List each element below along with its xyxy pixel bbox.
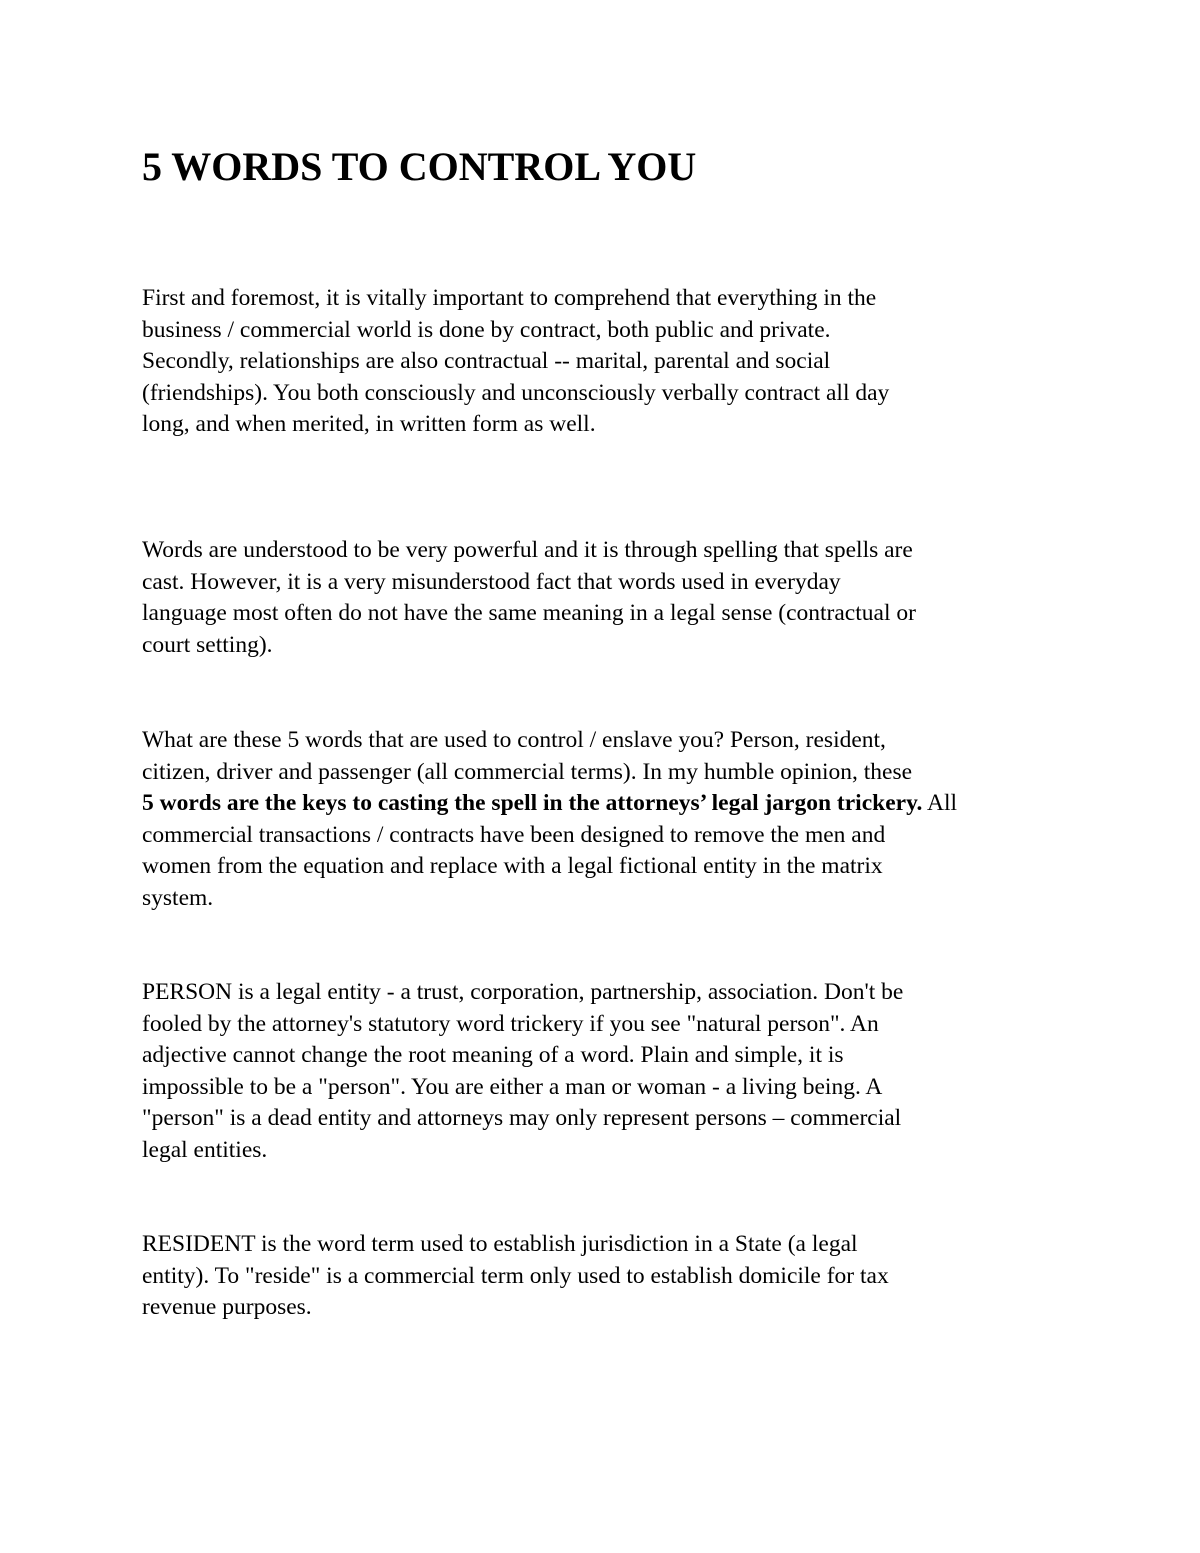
paragraph-contracts bbox=[142, 283, 1062, 441]
text-line: First and foremost, it is vitally important to comprehend that everything in the bbox=[142, 285, 877, 311]
text-line: entity). To "reside" is a commercial term only used to establish domicile for tax bbox=[142, 1262, 889, 1289]
paragraph-person bbox=[142, 977, 1062, 1166]
text-line: impossible to be a "person". You are either a man or woman - a living being. A bbox=[142, 1073, 883, 1100]
text-line: PERSON is a legal entity - a trust, corporation, partnership, association. Don't be bbox=[142, 979, 904, 1005]
text-line: business / commercial world is done by contract, both public and private. bbox=[142, 316, 831, 343]
text-line: language most often do not have the same meaning in a legal sense (contractual or bbox=[142, 600, 916, 626]
paragraph-five-words bbox=[142, 725, 1062, 914]
text-line: adjective cannot change the root meaning of a word. Plain and simple, it is bbox=[142, 1042, 844, 1068]
text-line: cast. However, it is a very misunderstood fact that words used in everyday bbox=[142, 568, 841, 595]
text-line-mixed bbox=[142, 788, 1062, 820]
text-line: legal entities. bbox=[142, 1136, 268, 1163]
text-line: (friendships). You both consciously and unconsciously verbally contract all day bbox=[142, 379, 890, 406]
text-line: fooled by the attorney's statutory word trickery if you see "natural person". An bbox=[142, 1010, 879, 1037]
paragraph-resident bbox=[142, 1229, 1062, 1324]
text-line: "person" is a dead entity and attorneys may only represent persons – commercial bbox=[142, 1105, 902, 1131]
text-line: citizen, driver and passenger (all commercial terms). In my humble opinion, these bbox=[142, 758, 913, 785]
bold-emphasis-text: 5 words are the keys to casting the spell in the attorneys’ legal jargon trickery. bbox=[142, 790, 923, 816]
document-title: 5 WORDS TO CONTROL YOU bbox=[142, 144, 697, 189]
text-line: women from the equation and replace with a legal fictional entity in the matrix bbox=[142, 853, 883, 879]
text-line: Secondly, relationships are also contractual -- marital, parental and social bbox=[142, 348, 831, 374]
text-line: RESIDENT is the word term used to establish jurisdiction in a State (a legal bbox=[142, 1231, 858, 1257]
text-line: commercial transactions / contracts have been designed to remove the men and bbox=[142, 821, 886, 848]
text-line: long, and when merited, in written form as well. bbox=[142, 411, 596, 437]
text-line: revenue purposes. bbox=[142, 1294, 312, 1320]
text-line: What are these 5 words that are used to control / enslave you? Person, resident, bbox=[142, 727, 886, 753]
paragraph-words-power bbox=[142, 535, 1062, 661]
text-fragment: All bbox=[922, 790, 958, 816]
text-line: court setting). bbox=[142, 631, 273, 658]
text-line: Words are understood to be very powerful and it is through spelling that spells are bbox=[142, 537, 913, 563]
text-line: system. bbox=[142, 884, 214, 911]
